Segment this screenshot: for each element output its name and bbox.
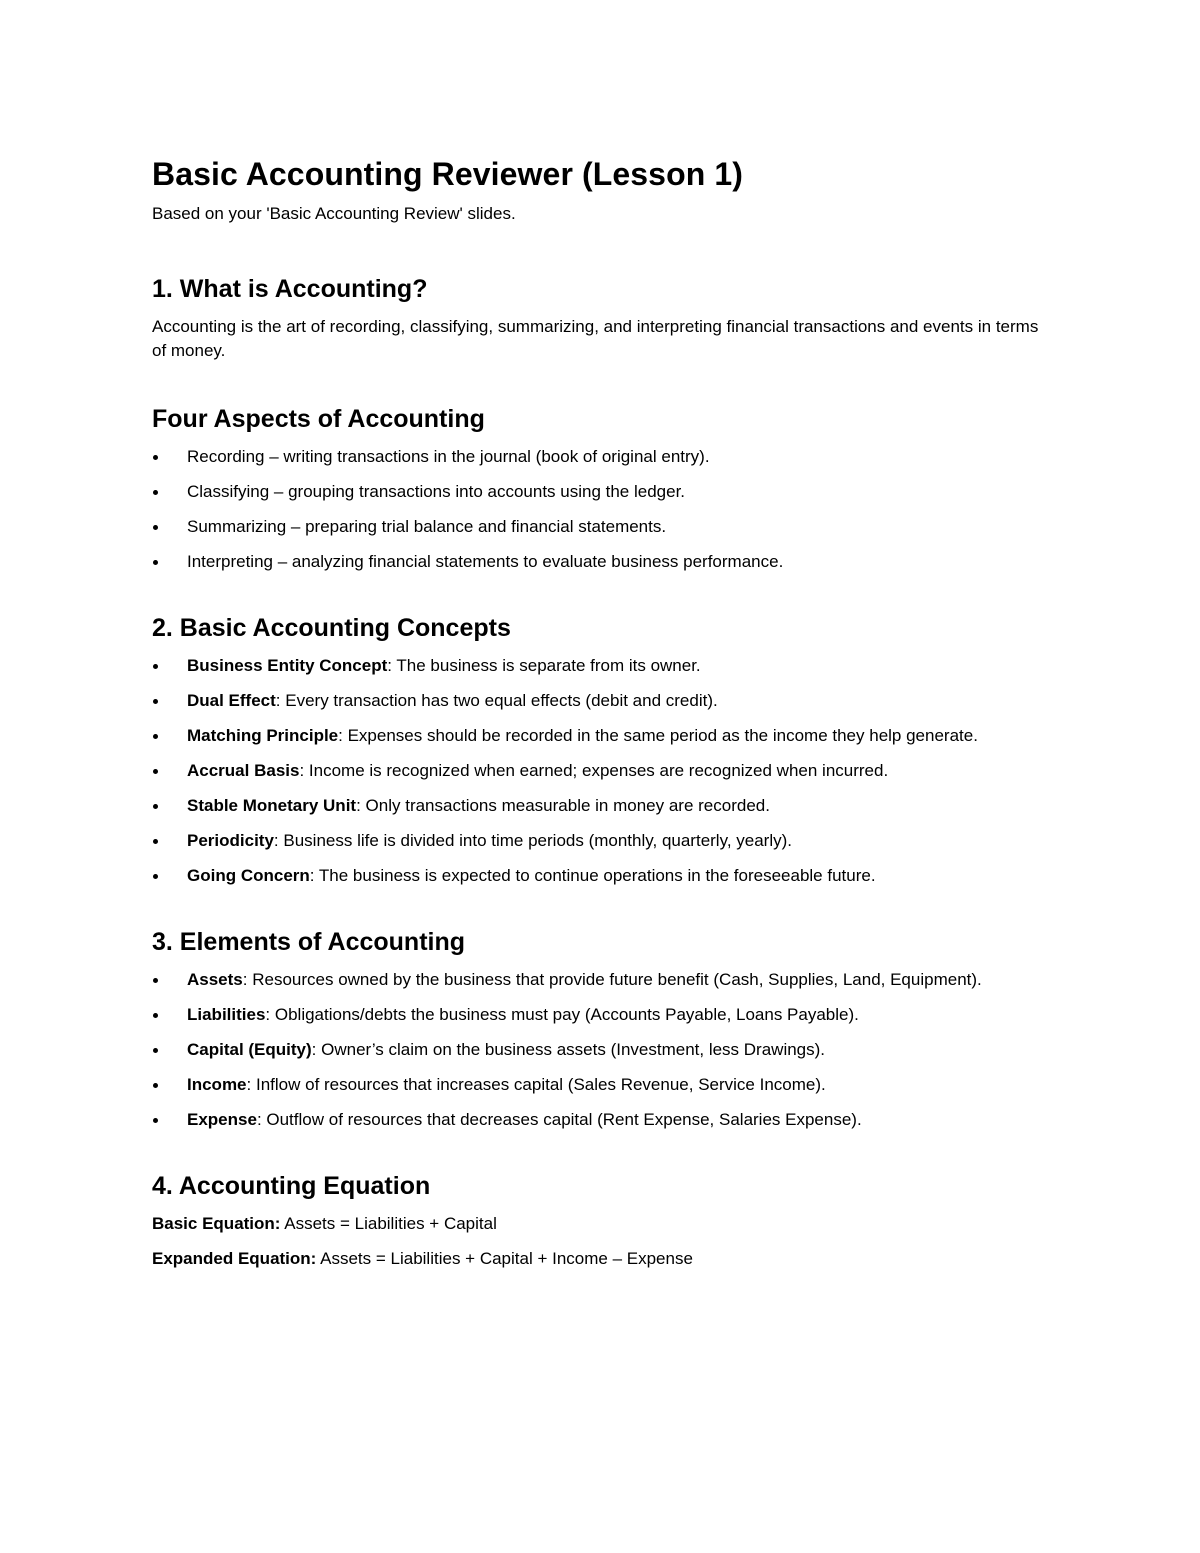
bullet-icon <box>153 664 158 669</box>
term: Matching Principle <box>187 726 339 745</box>
term-description: : Business life is divided into time periods (monthly, quarterly, yearly). <box>273 831 792 850</box>
term: Dual Effect <box>187 691 276 710</box>
bullet-icon <box>153 1118 158 1123</box>
document-subtitle: Based on your 'Basic Accounting Review' slides. <box>152 204 516 223</box>
list-item <box>152 1108 1052 1132</box>
term-description: : Every transaction has two equal effects (debit and credit). <box>275 691 718 710</box>
term-description: : Only transactions measurable in money are recorded. <box>356 796 770 815</box>
bullet-icon <box>153 1048 158 1053</box>
term: Capital (Equity) <box>187 1040 312 1059</box>
section-heading-what-is-accounting: 1. What is Accounting? <box>152 275 428 303</box>
bullet-icon <box>153 978 158 983</box>
basic-equation-label: Basic Equation: <box>152 1214 281 1233</box>
bullet-icon <box>153 769 158 774</box>
expanded-equation-label: Expanded Equation: <box>152 1249 317 1268</box>
term-description: : Outflow of resources that decreases capital (Rent Expense, Salaries Expense). <box>256 1110 862 1129</box>
list-item <box>152 864 1052 888</box>
term: Assets <box>187 970 243 989</box>
section-heading-four-aspects: Four Aspects of Accounting <box>152 405 485 433</box>
term: Liabilities <box>187 1005 266 1024</box>
accounting-definition: Accounting is the art of recording, classifying, summarizing, and interpreting financial transactions and events in terms of money. <box>152 317 1039 360</box>
section-heading-elements: 3. Elements of Accounting <box>152 928 466 956</box>
list-item <box>152 759 1052 783</box>
term: Expense <box>187 1110 257 1129</box>
list-item <box>152 689 1052 713</box>
bullet-icon <box>153 1013 158 1018</box>
term-description: : Owner’s claim on the business assets (Investment, less Drawings). <box>311 1040 826 1059</box>
term: Business Entity Concept <box>187 656 388 675</box>
section-heading-basic-concepts: 2. Basic Accounting Concepts <box>152 614 511 642</box>
bullet-icon <box>153 699 158 704</box>
bullet-icon <box>153 455 158 460</box>
term: Accrual Basis <box>187 761 300 780</box>
bullet-icon <box>153 525 158 530</box>
term: Periodicity <box>187 831 274 850</box>
bullet-icon <box>153 839 158 844</box>
list-item: Classifying – grouping transactions into accounts using the ledger. <box>152 480 1052 504</box>
list-item <box>152 794 1052 818</box>
bullet-icon <box>153 1083 158 1088</box>
document-page <box>152 152 1052 1271</box>
term: Income <box>187 1075 247 1094</box>
list-item <box>152 968 1052 992</box>
term-description: : Resources owned by the business that provide future benefit (Cash, Supplies, Land, Equipment). <box>242 970 982 989</box>
elements-list <box>152 968 1052 1132</box>
list-item <box>152 724 1052 748</box>
expanded-equation <box>152 1247 1052 1271</box>
term-description: : Expenses should be recorded in the same period as the income they help generate. <box>338 726 978 745</box>
term-description: : The business is expected to continue operations in the foreseeable future. <box>309 866 876 885</box>
term-description: : Inflow of resources that increases capital (Sales Revenue, Service Income). <box>246 1075 826 1094</box>
list-item: Interpreting – analyzing financial statements to evaluate business performance. <box>152 550 1052 574</box>
bullet-icon <box>153 560 158 565</box>
bullet-icon <box>153 874 158 879</box>
section-heading-accounting-equation: 4. Accounting Equation <box>152 1172 431 1200</box>
bullet-icon <box>153 734 158 739</box>
aspects-list <box>152 445 1052 574</box>
term-description: : The business is separate from its owner. <box>387 656 701 675</box>
list-item <box>152 1003 1052 1027</box>
basic-equation-value: Assets = Liabilities + Capital <box>280 1214 497 1233</box>
list-item: Recording – writing transactions in the journal (book of original entry). <box>152 445 1052 469</box>
list-item <box>152 1073 1052 1097</box>
list-item: Summarizing – preparing trial balance and financial statements. <box>152 515 1052 539</box>
bullet-icon <box>153 490 158 495</box>
bullet-icon <box>153 804 158 809</box>
document-title: Basic Accounting Reviewer (Lesson 1) <box>152 156 744 192</box>
term: Going Concern <box>187 866 310 885</box>
list-item <box>152 654 1052 678</box>
expanded-equation-value: Assets = Liabilities + Capital + Income – Expense <box>316 1249 693 1268</box>
list-item <box>152 829 1052 853</box>
list-item <box>152 1038 1052 1062</box>
term-description: : Obligations/debts the business must pay (Accounts Payable, Loans Payable). <box>265 1005 859 1024</box>
basic-equation <box>152 1212 1052 1236</box>
concepts-list <box>152 654 1052 888</box>
term-description: : Income is recognized when earned; expenses are recognized when incurred. <box>299 761 889 780</box>
term: Stable Monetary Unit <box>187 796 357 815</box>
